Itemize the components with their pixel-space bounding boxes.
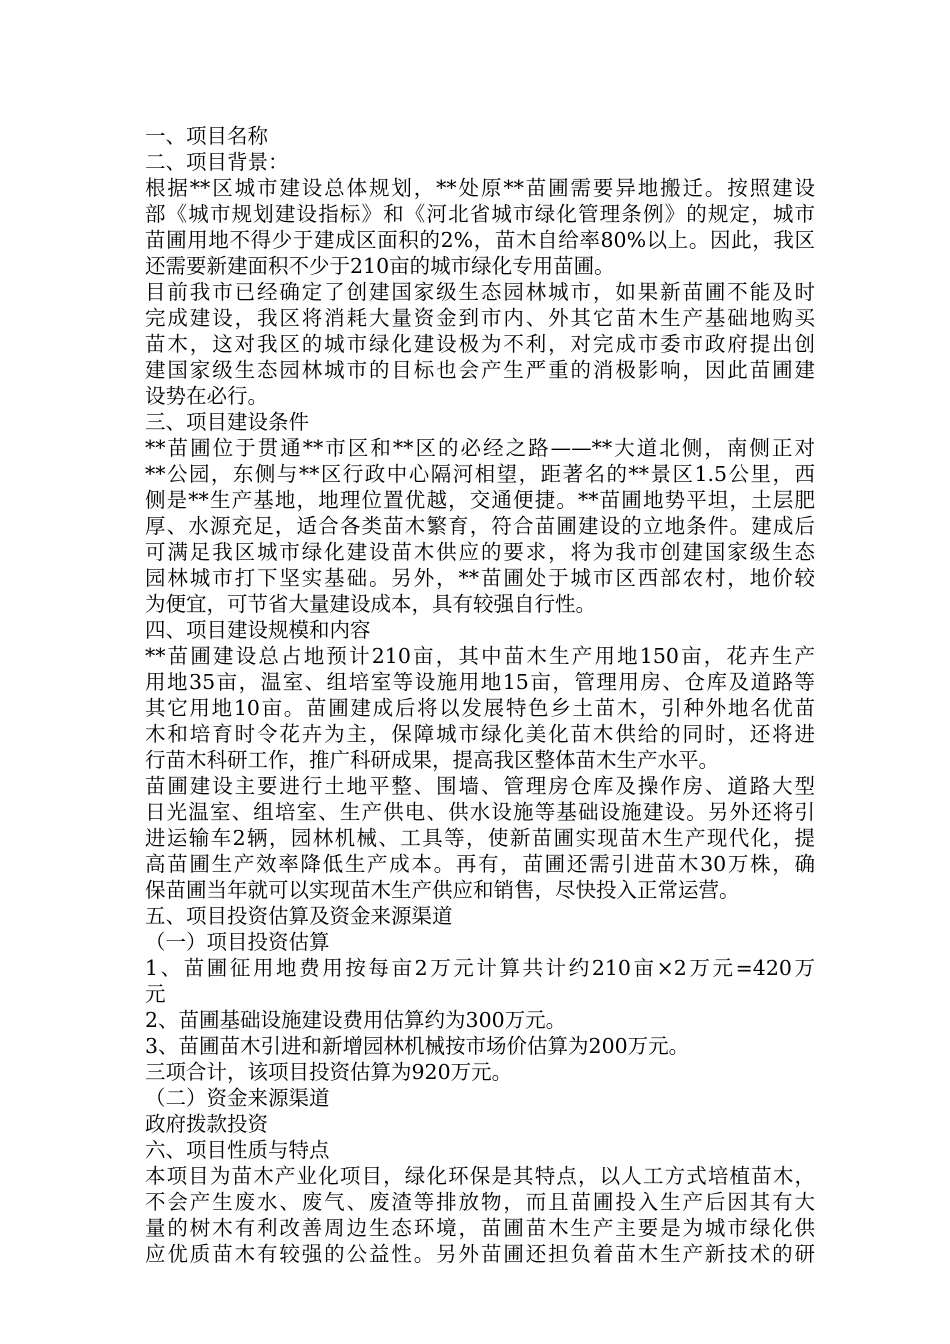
text-line: **苗圃建设总占地预计210亩，其中苗木生产用地150亩，花卉生产 bbox=[145, 644, 815, 668]
text-line: 侧是**生产基地，地理位置优越，交通便捷。**苗圃地势平坦，土层肥 bbox=[145, 488, 815, 512]
text-line: 应优质苗木有较强的公益性。另外苗圃还担负着苗木生产新技术的研 bbox=[145, 1242, 815, 1266]
text-line: 六、项目性质与特点 bbox=[145, 1138, 330, 1162]
text-line: **公园，东侧与**区行政中心隔河相望，距著名的**景区1.5公里，西 bbox=[145, 462, 815, 486]
text-line: 用地35亩，温室、组培室等设施用地15亩，管理用房、仓库及道路等 bbox=[145, 670, 815, 694]
text-line: 设势在必行。 bbox=[145, 384, 268, 408]
text-line: 不会产生废水、废气、废渣等排放物，而且苗圃投入生产后因其有大 bbox=[145, 1190, 815, 1214]
text-line: 五、项目投资估算及资金来源渠道 bbox=[145, 904, 453, 928]
text-line: 部《城市规划建设指标》和《河北省城市绿化管理条例》的规定，城市 bbox=[145, 202, 815, 226]
text-line: 进运输车2辆，园林机械、工具等，使新苗圃实现苗木生产现代化，提 bbox=[145, 826, 815, 850]
document-body bbox=[145, 123, 815, 1267]
text-line: 量的树木有利改善周边生态环境，苗圃苗木生产主要是为城市绿化供 bbox=[145, 1216, 815, 1240]
text-line: 四、项目建设规模和内容 bbox=[145, 618, 371, 642]
text-line: 三项合计，该项目投资估算为920万元。 bbox=[145, 1060, 513, 1084]
text-line: 建国家级生态园林城市的目标也会产生严重的消极影响，因此苗圃建 bbox=[145, 358, 815, 382]
text-line: （一）项目投资估算 bbox=[145, 930, 330, 954]
text-line: 木和培育时令花卉为主，保障城市绿化美化苗木供给的同时，还将进 bbox=[145, 722, 815, 746]
text-line: 目前我市已经确定了创建国家级生态园林城市，如果新苗圃不能及时 bbox=[145, 280, 815, 304]
text-line: 一、项目名称 bbox=[145, 124, 268, 148]
text-line: 苗圃建设主要进行土地平整、围墙、管理房仓库及操作房、道路大型 bbox=[145, 774, 815, 798]
text-line: 日光温室、组培室、生产供电、供水设施等基础设施建设。另外还将引 bbox=[145, 800, 815, 824]
text-line: 二、项目背景： bbox=[145, 150, 289, 174]
text-line: 本项目为苗木产业化项目，绿化环保是其特点，以人工方式培植苗木， bbox=[145, 1164, 815, 1188]
text-line: 高苗圃生产效率降低生产成本。再有，苗圃还需引进苗木30万株，确 bbox=[145, 852, 815, 876]
text-line: 其它用地10亩。苗圃建成后将以发展特色乡土苗木，引种外地名优苗 bbox=[145, 696, 815, 720]
text-line: 行苗木科研工作，推广科研成果，提高我区整体苗木生产水平。 bbox=[145, 748, 719, 772]
text-line: （二）资金来源渠道 bbox=[145, 1086, 330, 1110]
text-line: 根据**区城市建设总体规划，**处原**苗圃需要异地搬迁。按照建设 bbox=[145, 176, 815, 200]
text-line: 三、项目建设条件 bbox=[145, 410, 309, 434]
text-line: 政府拨款投资 bbox=[145, 1112, 268, 1136]
text-line: 为便宜，可节省大量建设成本，具有较强自行性。 bbox=[145, 592, 596, 616]
text-line: 2、苗圃基础设施建设费用估算约为300万元。 bbox=[145, 1008, 567, 1032]
text-line: 苗圃用地不得少于建成区面积的2%，苗木自给率80%以上。因此，我区 bbox=[145, 228, 815, 252]
text-line: 3、苗圃苗木引进和新增园林机械按市场价估算为200万元。 bbox=[145, 1034, 690, 1058]
text-line: 苗木，这对我区的城市绿化建设极为不利，对完成市委市政府提出创 bbox=[145, 332, 815, 356]
text-line: **苗圃位于贯通**市区和**区的必经之路——**大道北侧，南侧正对 bbox=[145, 436, 815, 460]
text-line: 元 bbox=[145, 982, 166, 1006]
text-line: 可满足我区城市绿化建设苗木供应的要求，将为我市创建国家级生态 bbox=[145, 540, 815, 564]
text-line: 园林城市打下坚实基础。另外，**苗圃处于城市区西部农村，地价较 bbox=[145, 566, 815, 590]
text-line: 还需要新建面积不少于210亩的城市绿化专用苗圃。 bbox=[145, 254, 615, 278]
text-line: 厚、水源充足，适合各类苗木繁育，符合苗圃建设的立地条件。建成后 bbox=[145, 514, 815, 538]
text-line: 完成建设，我区将消耗大量资金到市内、外其它苗木生产基础地购买 bbox=[145, 306, 815, 330]
text-line: 保苗圃当年就可以实现苗木生产供应和销售，尽快投入正常运营。 bbox=[145, 878, 740, 902]
text-line: 1、苗圃征用地费用按每亩2万元计算共计约210亩×2万元=420万 bbox=[145, 956, 815, 980]
